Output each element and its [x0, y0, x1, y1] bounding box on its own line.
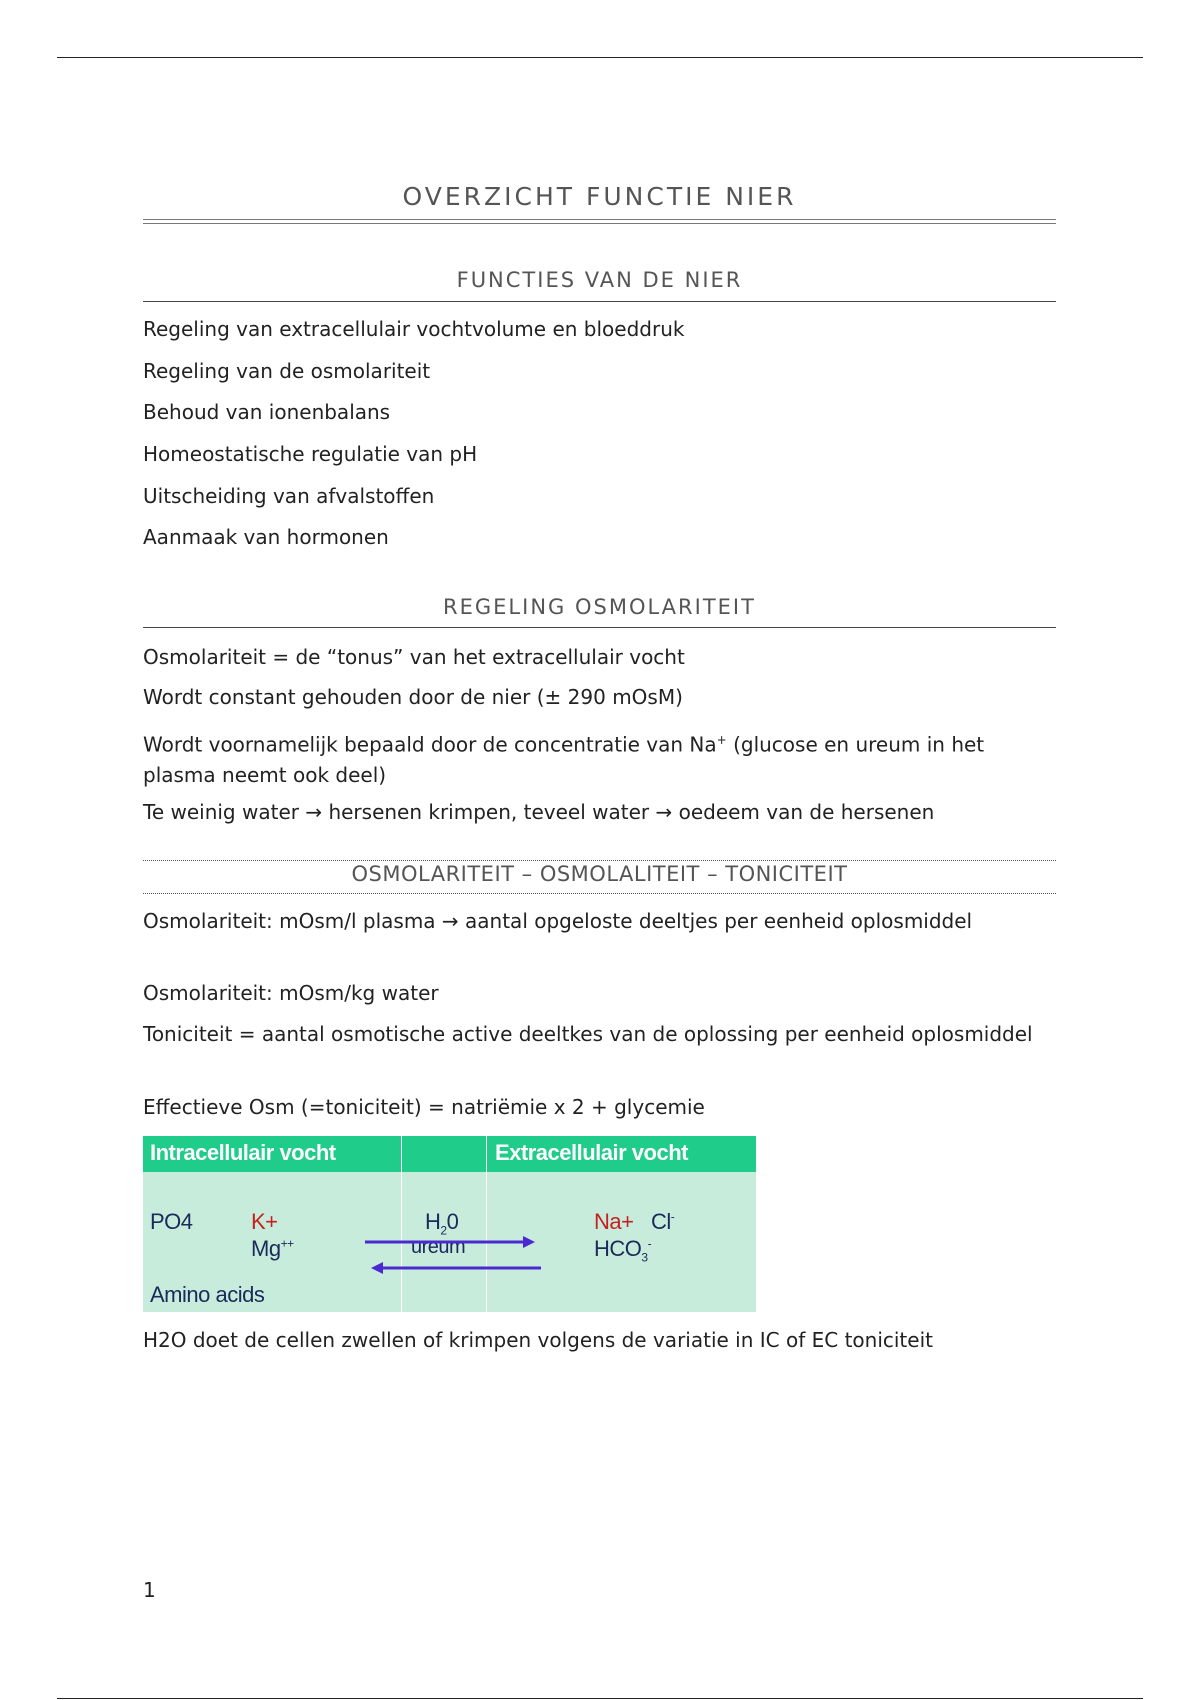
paragraph: H2O doet de cellen zwellen of krimpen volgens de variatie in IC of EC toniciteit: [143, 1328, 933, 1352]
ion-hco3-charge: -: [647, 1236, 652, 1251]
section-rule: [143, 301, 1056, 302]
column-divider: [486, 1136, 487, 1312]
ion-mg-charge: ++: [280, 1236, 294, 1251]
ion-mg: [251, 1236, 294, 1262]
paragraph: Osmolariteit: mOsm/kg water: [143, 981, 439, 1005]
exchange-arrows-icon: [363, 1234, 543, 1274]
dotted-rule: [143, 893, 1056, 894]
paragraph: Wordt constant gehouden door de nier (± 290 mOsM): [143, 685, 683, 709]
page-number: 1: [143, 1578, 156, 1602]
section-rule: [143, 627, 1056, 628]
list-item: Regeling van extracellulair vochtvolume en bloeddruk: [143, 317, 685, 341]
document-title: OVERZICHT FUNCTIE NIER: [402, 182, 797, 211]
text-part: Wordt voornamelijk bepaald door de concentratie van Na: [143, 732, 717, 757]
header-intracellular: Intracellulair vocht: [150, 1140, 336, 1165]
title-underline: [143, 219, 1056, 224]
section-heading-functies: FUNCTIES VAN DE NIER: [456, 268, 743, 292]
header-rule: [57, 57, 1143, 58]
ion-mg-base: Mg: [251, 1236, 281, 1261]
figure-header: [143, 1136, 756, 1172]
paragraph: Te weinig water → hersenen krimpen, teveel water → oedeem van de hersenen: [143, 800, 935, 824]
section-heading-osmolariteit: REGELING OSMOLARITEIT: [443, 595, 756, 619]
dotted-rule: [143, 860, 1056, 861]
superscript: +: [716, 733, 727, 747]
ion-hco3-base: HCO: [594, 1236, 642, 1261]
list-item: Aanmaak van hormonen: [143, 525, 389, 549]
ion-cl-charge: -: [670, 1209, 675, 1224]
water-h: H: [425, 1209, 441, 1234]
water-sub: 2: [440, 1223, 447, 1238]
amino-acids-label: Amino acids: [150, 1282, 265, 1307]
paragraph: Effectieve Osm (=toniciteit) = natriëmie x 2 + glycemie: [143, 1095, 705, 1119]
paragraph: Toniciteit = aantal osmotische active deeltkes van de oplossing per eenheid oplosmiddel: [143, 1022, 1033, 1046]
footer-rule: [57, 1698, 1143, 1699]
paragraph: [143, 725, 1056, 790]
ion-hco3: [594, 1236, 651, 1264]
ion-cl-base: Cl: [651, 1209, 671, 1234]
section-heading-toniciteit: OSMOLARITEIT – OSMOLALITEIT – TONICITEIT: [351, 862, 848, 886]
ion-po4: PO4: [150, 1209, 193, 1234]
ion-k: K+: [251, 1209, 278, 1234]
ion-hco3-sub: 3: [641, 1250, 648, 1265]
list-item: Uitscheiding van afvalstoffen: [143, 484, 435, 508]
water-tail: 0: [446, 1209, 459, 1234]
ion-na: Na+: [594, 1209, 634, 1234]
column-divider: [401, 1136, 402, 1312]
header-extracellular: Extracellulair vocht: [495, 1140, 688, 1165]
ion-distribution-figure: [143, 1136, 756, 1312]
paragraph: Osmolariteit = de “tonus” van het extracellulair vocht: [143, 645, 685, 669]
list-item: Homeostatische regulatie van pH: [143, 442, 478, 466]
paragraph: Osmolariteit: mOsm/l plasma → aantal opgeloste deeltjes per eenheid oplosmiddel: [143, 909, 973, 933]
text-part: (glucose en ureum in het plasma neemt ook deel): [143, 732, 985, 787]
ureum-label: ureum: [411, 1236, 466, 1258]
ion-cl: [651, 1209, 674, 1235]
list-item: Regeling van de osmolariteit: [143, 359, 431, 383]
list-item: Behoud van ionenbalans: [143, 400, 391, 424]
